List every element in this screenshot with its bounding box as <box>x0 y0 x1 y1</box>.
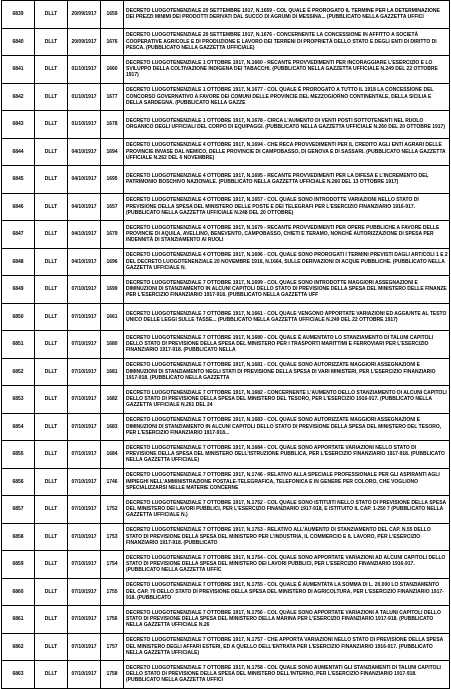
act-date: 01/10/1917 <box>68 111 101 139</box>
act-date: 07/10/1917 <box>68 606 101 634</box>
record-number: 6855 <box>2 441 35 469</box>
act-date: 20/09/1917 <box>68 1 101 29</box>
record-number: 6857 <box>2 496 35 524</box>
act-code: 1660 <box>101 56 124 84</box>
act-type: DLLT <box>35 523 68 551</box>
act-date: 04/10/1917 <box>68 193 101 221</box>
act-description-text: DECRETO LUOGOTENENZIALE 7 OTTOBRE 1917, N.1755 - COL QUALE È AUMENTATA LA SOMMA DI L. 20.000 LO STANZIAMENTO DEL CAP. 70 DELLO STATO DI PREVISIONE DELLA SPESA DEL MINISTERO DI AGRICOLTURA, PER L'ESERCIZIO FINANZIARIO 1917-918. (PUBBLICATO <box>126 582 444 601</box>
act-code: 1754 <box>101 551 124 579</box>
record-number: 6846 <box>2 193 35 221</box>
act-date: 07/10/1917 <box>68 496 101 524</box>
record-number: 6839 <box>2 1 35 29</box>
act-type: DLLT <box>35 56 68 84</box>
record-number: 6843 <box>2 111 35 139</box>
record-number: 6852 <box>2 358 35 386</box>
record-number: 6850 <box>2 303 35 331</box>
act-description-text: DECRETO LUOGOTENENZIALE 7 OTTOBRE 1917, N.1753 - RELATIVO ALL'AUMENTO DI STANZIAMENTO DEL CAP. N.55 DELLO STATO DI PREVISIONE DELLA SPESA DEL MINISTERO PER L'INDUSTRIA, IL COMMERCIO E IL LAVORO, PER L'ESERCIZIO FINANZIARIO 1917-918. (PUBBLICATO <box>126 527 431 546</box>
act-date: 07/10/1917 <box>68 331 101 359</box>
act-code: 1682 <box>101 386 124 414</box>
table-row <box>2 28 450 56</box>
act-code: 1661 <box>101 303 124 331</box>
table-row <box>2 523 450 551</box>
act-description <box>124 661 450 689</box>
record-number: 6862 <box>2 633 35 661</box>
act-description <box>124 523 450 551</box>
table-row <box>2 661 450 689</box>
table-row <box>2 111 450 139</box>
act-code: 1677 <box>101 83 124 111</box>
record-number: 6863 <box>2 661 35 689</box>
act-type: DLLT <box>35 303 68 331</box>
act-date: 07/10/1917 <box>68 578 101 606</box>
act-code: 1696 <box>101 248 124 276</box>
act-description-text: DECRETO LUOGOTENENZIALE 4 OTTOBRE 1917, N.1695 - RECANTE PROVVEDIMENTI PER LA DIFESA E L'INCREMENTO DEL PATRIMONIO BOSCHIVO NAZIONALE. (PUBBLICATO NELLA GAZZETTA UFFICIALE N.260 DEL 13 OTTOBRE 1917) <box>126 173 429 186</box>
act-type: DLLT <box>35 83 68 111</box>
act-type: DLLT <box>35 606 68 634</box>
table-row <box>2 193 450 221</box>
act-date: 01/10/1917 <box>68 83 101 111</box>
act-description <box>124 441 450 469</box>
table-row <box>2 166 450 194</box>
table-row <box>2 248 450 276</box>
table-row <box>2 56 450 84</box>
act-description-text: DECRETO LUOGOTENENZIALE 7 OTTOBRE 1917, N.1758 - COL QUALE SONO AUMENTATI GLI STANZIAMENTI DI TALUNI CAPITOLI DELLO STATO DI PREVISIONE DELLA SPESA DEL MINISTERO DELL'INTERNO, PER L'ESERCIZIO FINANZIARIO 1917-918. (PUBBLICATO NELLA GAZZETTA UFFICI <box>126 664 441 684</box>
act-code: 1752 <box>101 496 124 524</box>
act-code: 1695 <box>101 166 124 194</box>
record-number: 6859 <box>2 551 35 579</box>
act-type: DLLT <box>35 551 68 579</box>
act-description-text: DECRETO LUOGOTENENZIALE 1 OTTOBRE 1917, N.1660 - RECANTE PROVVEDIMENTI PER INCORAGGIARE L'ESERCIZIO E LO SVILUPPO DELLA COLTIVAZIONE INDIGENA DEI TABACCHI. (PUBBLICATO NELLA GAZZETTA UFFICIALE N.249 DEL 22 OTTOBRE 1917) <box>126 59 438 79</box>
act-code: 1659 <box>101 1 124 29</box>
table-row <box>2 496 450 524</box>
decree-rows <box>2 1 450 689</box>
act-date: 07/10/1917 <box>68 633 101 661</box>
act-date: 07/10/1917 <box>68 386 101 414</box>
act-code: 1678 <box>101 111 124 139</box>
table-row <box>2 1 450 29</box>
act-type: DLLT <box>35 496 68 524</box>
record-number: 6851 <box>2 331 35 359</box>
act-description <box>124 138 450 166</box>
act-code: 1753 <box>101 523 124 551</box>
act-description-text: DECRETO LUOGOTENENZIALE 20 SETTEMBRE 1917, N.1659 - COL QUALE È PROROGATO IL TERMINE PER LA DETERMINAZIONE DEI PREZZI MINIMI DEI PRODOTTI DERIVATI DAL SUCCO DI AGRUMI DI MESSINA... (PUBBLICATO NELLA GAZZETTA UFFICI <box>126 8 440 21</box>
act-description-text: DECRETO LUOGOTENENZIALE 7 OTTOBRE 1917, N.1757 - CHE APPORTA VARIAZIONI NELLO STATO DI PREVISIONE DELLA SPESA DEL MINISTERO DEGLI AFFARI ESTERI, ED A QUELLO DELL'ENTRATA PER L'ESERCIZIO FINANZIARIO 1916-917. (PUBBLICATO NELLA GAZZETTA UFFICIALE) <box>126 637 443 656</box>
act-date: 07/10/1917 <box>68 303 101 331</box>
table-row <box>2 441 450 469</box>
act-description-text: DECRETO LUOGOTENENZIALE 7 OTTOBRE 1917, N.1684 - COL QUALE SONO APPORTATE VARIAZIONI NELLO STATO DI PREVISIONE DELLA SPESA DEL MINISTERO DELL'ISTRUZIONE PUBBLICA, PER L'ESERCIZIO FINANZIARIO 1917-918. (PUBBLICATO NELLA GAZZETTA UFFICIALE) <box>126 444 445 464</box>
act-code: 1684 <box>101 441 124 469</box>
act-code: 1699 <box>101 276 124 304</box>
act-type: DLLT <box>35 413 68 441</box>
act-type: DLLT <box>35 138 68 166</box>
act-date: 04/10/1917 <box>68 248 101 276</box>
act-code: 1683 <box>101 413 124 441</box>
act-type: DLLT <box>35 578 68 606</box>
table-row <box>2 303 450 331</box>
act-description-text: DECRETO LUOGOTENENZIALE 7 OTTOBRE 1917, N.1680 - COL QUALE È AUMENTATO LO STANZIAMENTO DI TALUNI CAPITOLI DELLO STATO DI PREVISIONE DELLA SPESA DEL MINISTERO PER I TRASPORTI MARITTIMI E FERROVIARI PER L'ESERCIZIO FINANZIARIO 1917-918. (PUBBLICATO NELLA <box>126 334 433 354</box>
act-type: DLLT <box>35 276 68 304</box>
act-description-text: DECRETO LUOGOTENENZIALE 4 OTTOBRE 1917, N.1694 - CHE RECA PROVVEDIMENTI PER IL CREDITO AGLI ENTI AGRARI DELLE PROVINCIE INVASE DAL NEMICO, DELLE PROVINCIE DI CAMPOBASSO, DI GENOVA E DI SASSARI. (PUBBLICATO NELLA GAZZETTA UFFICIALE N.262 DEL 6 NOVEMBRE) <box>126 142 446 161</box>
table-row <box>2 468 450 496</box>
record-number: 6845 <box>2 166 35 194</box>
act-type: DLLT <box>35 386 68 414</box>
act-description <box>124 83 450 111</box>
act-date: 07/10/1917 <box>68 413 101 441</box>
record-number: 6841 <box>2 56 35 84</box>
act-type: DLLT <box>35 221 68 249</box>
act-type: DLLT <box>35 166 68 194</box>
act-description <box>124 221 450 249</box>
act-code: 1676 <box>101 28 124 56</box>
act-description-text: DECRETO LUOGOTENENZIALE 7 OTTOBRE 1917, N.1661 - COL QUALE VENGONO APPORTATE VARIAZIONI ED AGGIUNTE AL TESTO UNICO DELLE LEGGI SULLE TASSE... (PUBBLICATO NELLA GAZZETTA UFFICIALE N.249 DEL 22 OTTOBRE 1917) <box>126 310 447 323</box>
table-row <box>2 386 450 414</box>
act-description <box>124 248 450 276</box>
act-date: 07/10/1917 <box>68 551 101 579</box>
act-type: DLLT <box>35 331 68 359</box>
act-description-text: DECRETO LUOGOTENENZIALE 4 OTTOBRE 1917, N.1657 - COL QUALE SONO INTRODOTTE VARIAZIONI NELLO STATO DI PREVISIONE DELLA SPESA DEL MINISTERO DELLE POSTE E DEI TELEGRAFI PER L'ESERCIZIO FINANZIARIO 1916-917. (PUBBLICATO NELLA GAZZETTA UFFICIALE N.248 DEL 20 OTTOBRE) <box>126 197 419 216</box>
act-type: DLLT <box>35 1 68 29</box>
act-description <box>124 303 450 331</box>
act-type: DLLT <box>35 661 68 689</box>
act-description-text: DECRETO LUOGOTENENZIALE 7 OTTOBRE 1917, N.1746 - RELATIVO ALLA SPECIALE PROFESSIONALE PER GLI ASPIRANTI AGLI IMPIEGHI NELL'AMMINISTRAZIONE POSTALE-TELEGRAFICA, TELEFONICA E IN GENERE PER COLORO, CHE VOGLIONO SPECIALIZZARSI NELLE MATERIE CONCERNE <box>126 472 440 491</box>
act-code: 1755 <box>101 578 124 606</box>
act-description <box>124 468 450 496</box>
act-description <box>124 193 450 221</box>
act-description-text: DECRETO LUOGOTENENZIALE 7 OTTOBRE 1917, N.1683 - COL QUALE SONO AUTORIZZATE MAGGIORI ASSEGNAZIONI E DIMINUZIONI DI STANZIAMENTO IN ALCUNI CAPITOLI DELLO STATO DI PREVISIONE DELLA SPESA DEL MINISTERO DEL TESORO, PER L'ESERCIZIO FINANZIARIO 1917-918... <box>126 417 442 436</box>
table-row <box>2 221 450 249</box>
table-row <box>2 578 450 606</box>
act-code: 1680 <box>101 331 124 359</box>
act-code: 1694 <box>101 138 124 166</box>
act-description <box>124 633 450 661</box>
act-code: 1758 <box>101 661 124 689</box>
act-description-text: DECRETO LUOGOTENENZIALE 7 OTTOBRE 1917, N.1754 - COL QUALE SONO APPORTATE VARIAZIONI AD ALCUNI CAPITOLI DELLO STATO DI PREVISIONE DELLA SPESA DEL MINISTERO DEI LAVORI PUBBLICI, PER L'ESERCIZIO FINANZIARIO 1916-917. (PUBBLICATO NELLA GAZZETTA UFFIC <box>126 554 446 574</box>
record-number: 6856 <box>2 468 35 496</box>
act-description-text: DECRETO LUOGOTENENZIALE 20 SETTEMBRE 1917, N.1676 - CONCERNENTE LA CONCESSIONE IN AFFITTO A SOCIETÀ COOPERATIVE AGRICOLE E DI PRODUZIONE E LAVORO DEI TERRENI DI PROPRIETÀ DELLO STATO E DEGLI ENTI DI DIRITTO DI PESCA. (PUBBLICATO NELLA GAZZETTA UFFICIALE) <box>126 32 437 51</box>
act-description-text: DECRETO LUOGOTENENZIALE 7 OTTOBRE 1917, N.1752 - COL QUALE SONO ISTITUITI NELLO STATO DI PREVISIONE DELLA SPESA DEL MINISTERO DEI LAVORI PUBBLICI, PER L'ESERCIZIO FINANZIARIO 1917-918, E ISTITUITO IL CAP. 1-250 7 (PUBBLICATO NELLA GAZZETTA UFFICIALE N.) <box>126 499 446 519</box>
act-code: 1657 <box>101 193 124 221</box>
act-description <box>124 413 450 441</box>
table-row <box>2 633 450 661</box>
act-description-text: DECRETO LUOGOTENENZIALE 7 OTTOBRE 1917, N.1699 - COL QUALE SONO INTRODOTTE MAGGIORI ASSEGNAZIONI E DIMINUZIONI DI STANZIAMENTO IN ALCUNI CAPITOLI DELLO STATO DI PREVISIONE DELLA SPESA DEL MINISTERO DELLE FINANZE PER L'ESERCIZIO FINANZIARIO 1917-918. (PUBBLICATO NELLA GAZZETTA UFF <box>126 279 447 299</box>
record-number: 6853 <box>2 386 35 414</box>
act-description <box>124 331 450 359</box>
act-date: 04/10/1917 <box>68 221 101 249</box>
record-number: 6860 <box>2 578 35 606</box>
act-description <box>124 496 450 524</box>
record-number: 6848 <box>2 248 35 276</box>
act-code: 1679 <box>101 221 124 249</box>
table-row <box>2 83 450 111</box>
act-date: 20/09/1917 <box>68 28 101 56</box>
record-number: 6854 <box>2 413 35 441</box>
act-code: 1746 <box>101 468 124 496</box>
act-date: 07/10/1917 <box>68 661 101 689</box>
decree-register-table <box>1 0 450 689</box>
act-description-text: DECRETO LUOGOTENENZIALE 4 OTTOBRE 1917, N.1679 - RECANTE PROVVEDIMENTI PER OPERE PUBBLICHE A FAVORE DELLE PROVINCIE DI AQUILA, AVELLINO, BENEVENTO, CAMPOBASSO, CHIETI E TERAMO, NONCHÉ AUTORIZZAZIONE DI SPESA PER INDENNITÀ DI STANZIAMENTO AI RUOLI <box>126 224 440 244</box>
record-number: 6861 <box>2 606 35 634</box>
act-description <box>124 1 450 29</box>
act-date: 07/10/1917 <box>68 441 101 469</box>
act-date: 07/10/1917 <box>68 276 101 304</box>
act-description <box>124 578 450 606</box>
act-description-text: DECRETO LUOGOTENENZIALE 7 OTTOBRE 1917, N.1682 - CONCERNENTE L'AUMENTO DELLO STANZIAMENTO DI ALCUNI CAPITOLI DELLO STATO DI PREVISIONE DELLA SPESA DEL MINISTERO DEL TESORO, PER L'ESERCIZIO 1916-917. (PUBBLICATO NELLA GAZZETTA UFFICIALE N.261 DEL 24 <box>126 389 447 409</box>
act-description <box>124 276 450 304</box>
table-row <box>2 331 450 359</box>
act-type: DLLT <box>35 248 68 276</box>
table-row <box>2 138 450 166</box>
table-row <box>2 358 450 386</box>
act-description-text: DECRETO LUOGOTENENZIALE 4 OTTOBRE 1917, N.1696 - COL QUALE SONO PROROGATI I TERMINI PREVISTI DAGLI ARTICOLI 1 E 2 DEL DECRETO LUOGOTENENZIALE 20 NOVEMBRE 1916, N.1664, SULLE DERIVAZIONI DI ACQUE PUBBLICHE. (PUBBLICATO NELLA GAZZETTA UFFICIALE N. <box>126 252 448 271</box>
act-description-text: DECRETO LUOGOTENENZIALE 7 OTTOBRE 1917, N.1681 - COL QUALE SONO AUTORIZZATE MAGGIORI ASSEGNAZIONI E DIMINUZIONI DI STANZIAMENTO NEGLI STATI DI PREVISIONE DELLA SPESA DI VARI MINISTERI, PER L'ESERCIZIO FINANZIARIO 1917-918. (PUBBLICATO NELLA GAZZETTA <box>126 362 436 381</box>
act-description-text: DECRETO LUOGOTENENZIALE 1 OTTOBRE 1917, N.1678 - CIRCA L'AUMENTO DI VENTI POSTI SOTTOTENENTI NEL RUOLO ORGANICO DEGLI UFFICIALI DEL CORPO DI EQUIPAGGI. (PUBBLICATO NELLA GAZZETTA UFFICIALE N.260 DEL 20 OTTOBRE 1917) <box>126 118 446 131</box>
act-date: 04/10/1917 <box>68 138 101 166</box>
act-description <box>124 111 450 139</box>
act-description <box>124 166 450 194</box>
table-row <box>2 413 450 441</box>
record-number: 6847 <box>2 221 35 249</box>
record-number: 6842 <box>2 83 35 111</box>
act-date: 07/10/1917 <box>68 523 101 551</box>
act-type: DLLT <box>35 441 68 469</box>
act-type: DLLT <box>35 28 68 56</box>
record-number: 6844 <box>2 138 35 166</box>
table-row <box>2 551 450 579</box>
act-type: DLLT <box>35 468 68 496</box>
act-description <box>124 551 450 579</box>
act-code: 1757 <box>101 633 124 661</box>
act-type: DLLT <box>35 193 68 221</box>
table-row <box>2 606 450 634</box>
act-date: 07/10/1917 <box>68 358 101 386</box>
act-type: DLLT <box>35 111 68 139</box>
act-code: 1756 <box>101 606 124 634</box>
table-row <box>2 276 450 304</box>
act-description-text: DECRETO LUOGOTENENZIALE 1 OTTOBRE 1917, N.1677 - COL QUALE È PROROGATO A TUTTO IL 1918 LA CONCESSIONE DEL CONCORSO GOVERNATIVO A FAVORE DEI COMUNI DELLE PROVINCIE DEL MEZZOGIORNO CONTINENTALE, DELLA SICILIA E DELLA SARDEGNA. (PUBBLICATO NELLA GAZZE <box>126 87 434 106</box>
act-type: DLLT <box>35 633 68 661</box>
act-type: DLLT <box>35 358 68 386</box>
record-number: 6858 <box>2 523 35 551</box>
act-description <box>124 386 450 414</box>
act-date: 01/10/1917 <box>68 56 101 84</box>
act-description <box>124 56 450 84</box>
act-description <box>124 28 450 56</box>
act-description-text: DECRETO LUOGOTENENZIALE 7 OTTOBRE 1917, N.1756 - COL QUALE SONO APPORTATE VARIAZIONI A TALUNI CAPITOLI DELLO STATO DI PREVISIONE DELLA SPESA DEL MINISTERO DELLA MARINA PER L'ESERCIZIO FINANZIARIO 1917-918. (PUBBLICATO NELLA GAZZETTA UFFICIALE N.26 <box>126 609 441 629</box>
act-date: 07/10/1917 <box>68 468 101 496</box>
record-number: 6849 <box>2 276 35 304</box>
act-description <box>124 606 450 634</box>
act-code: 1681 <box>101 358 124 386</box>
act-description <box>124 358 450 386</box>
act-date: 04/10/1917 <box>68 166 101 194</box>
record-number: 6840 <box>2 28 35 56</box>
